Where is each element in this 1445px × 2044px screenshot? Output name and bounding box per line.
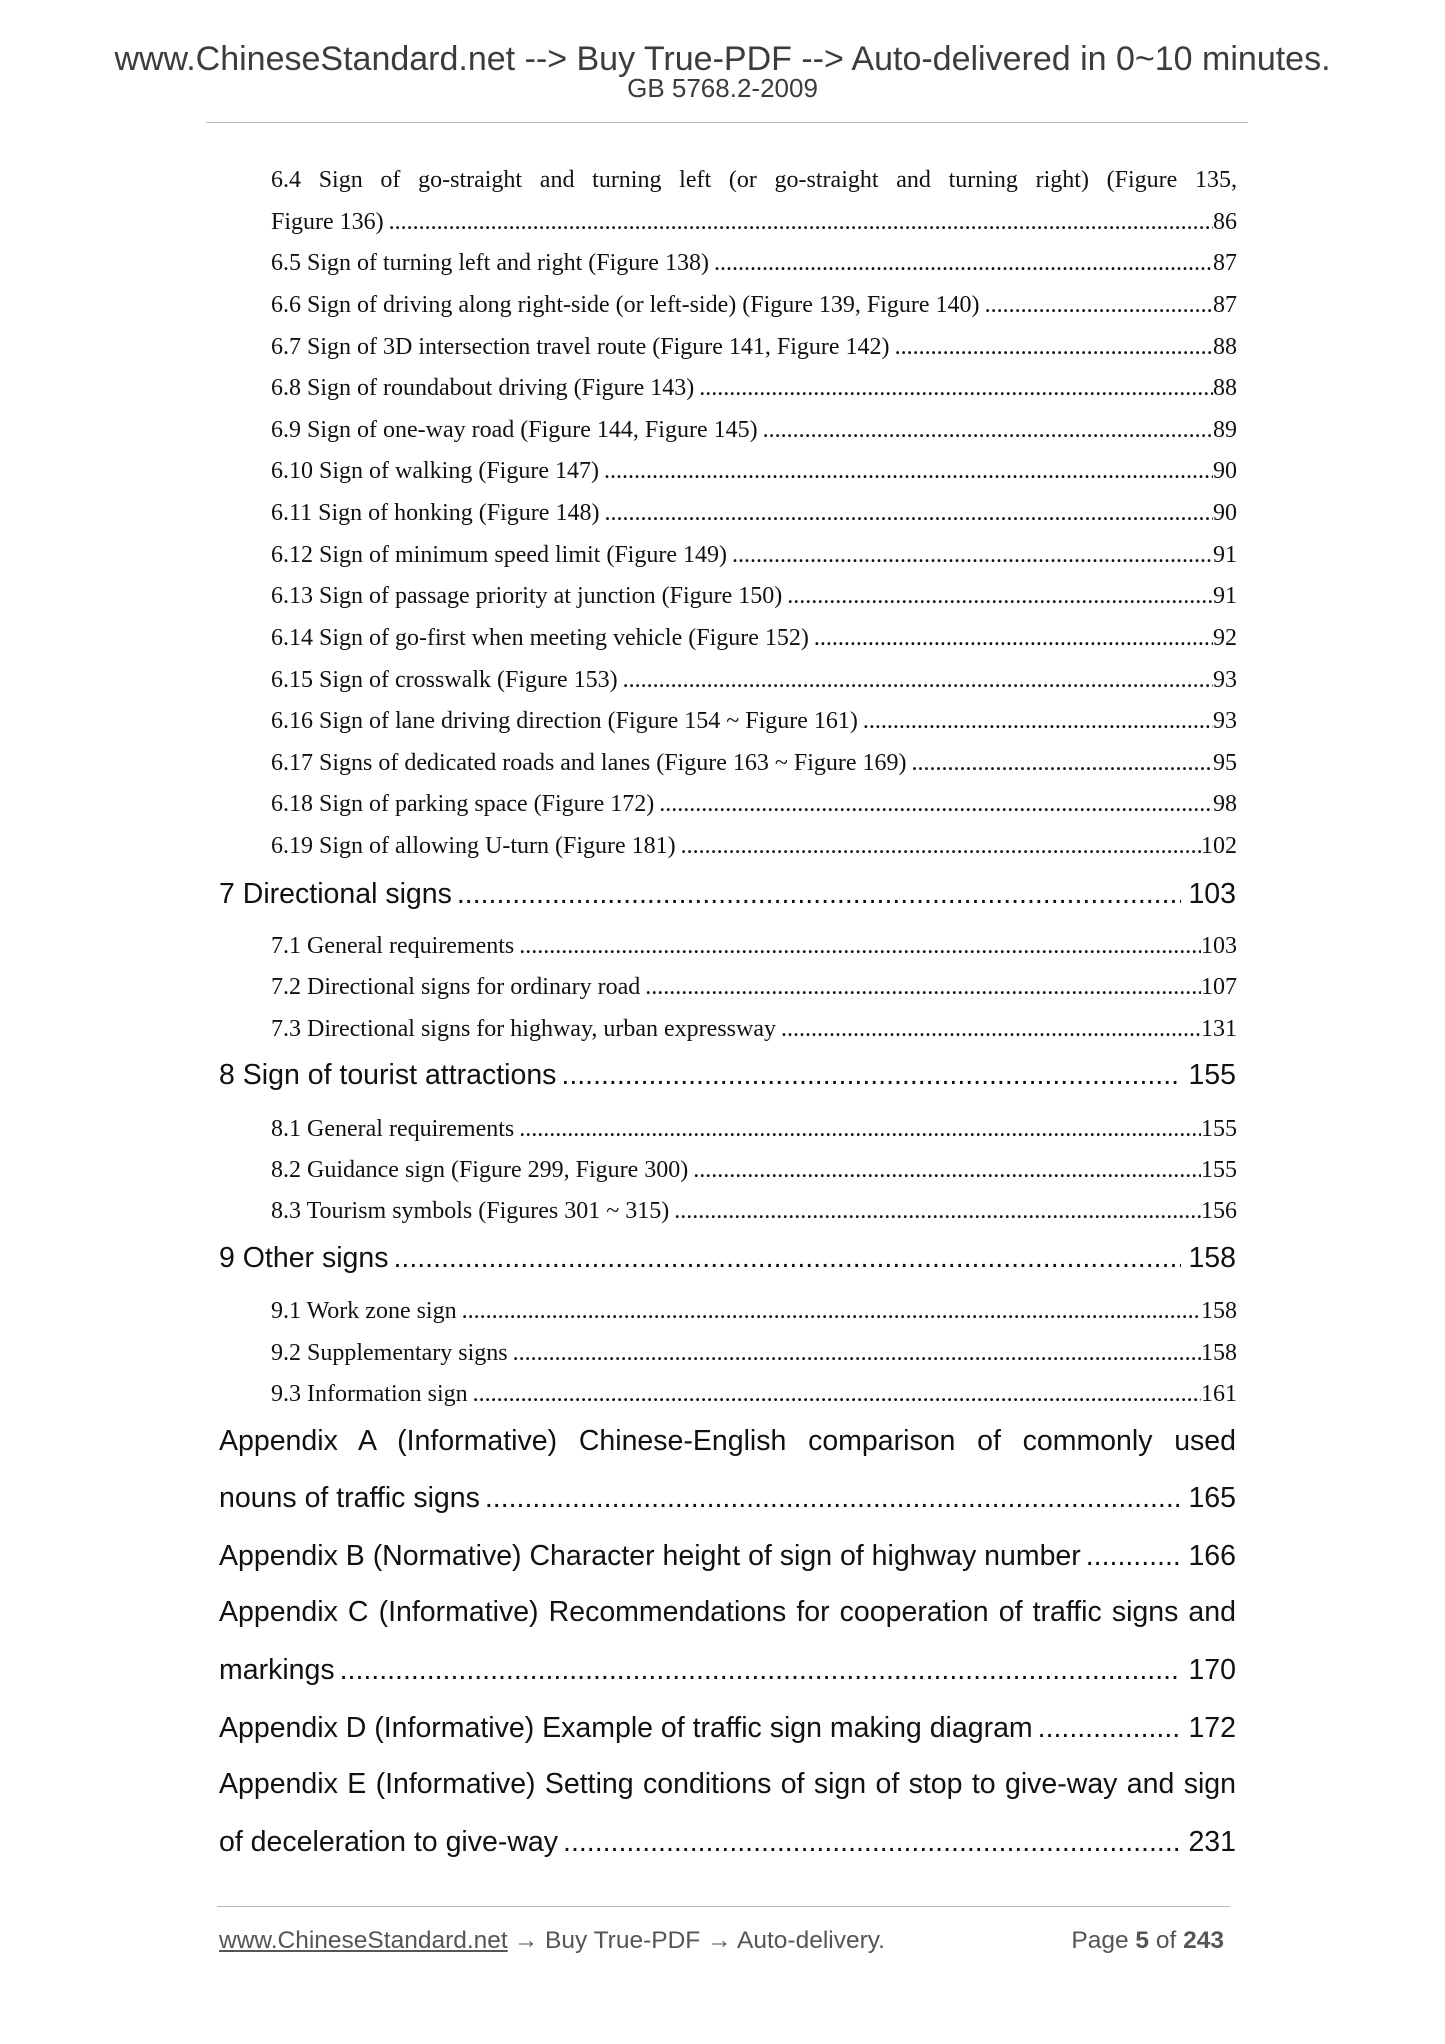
toc-chapter-title: 9 Other signs [219, 1242, 389, 1274]
toc-page-number: 165 [1188, 1482, 1236, 1514]
toc-appendix-title: nouns of traffic signs [219, 1482, 480, 1514]
dot-leader [912, 743, 1213, 783]
toc-entry-8-1 [271, 1109, 1237, 1149]
toc-entry-label: 6.6 Sign of driving along right-side (or left-side) (Figure 139, Figure 140) [271, 292, 980, 318]
dot-leader [781, 1009, 1201, 1049]
page-indicator [1071, 1926, 1224, 1956]
toc-page-number: 98 [1213, 791, 1237, 817]
dot-leader [1038, 1708, 1182, 1748]
toc-appendix-b [219, 1536, 1236, 1576]
toc-appendix-title: markings [219, 1654, 335, 1686]
toc-page-number: 86 [1213, 209, 1237, 235]
dot-leader [340, 1650, 1182, 1690]
toc-appendix-d [219, 1708, 1236, 1748]
current-page-number: 5 [1135, 1927, 1150, 1954]
toc-entry-9-1 [271, 1291, 1237, 1331]
toc-entry-label: 6.15 Sign of crosswalk (Figure 153) [271, 667, 618, 693]
of-word: of [1155, 1927, 1177, 1954]
toc-entry-6-5 [271, 243, 1237, 283]
dot-leader [604, 451, 1213, 491]
toc-page-number: 172 [1188, 1712, 1236, 1744]
dot-leader [485, 1478, 1182, 1518]
toc-entry-label: 9.2 Supplementary signs [271, 1340, 508, 1366]
toc-entry-6-13 [271, 576, 1237, 616]
toc-chapter-7 [219, 874, 1236, 914]
toc-entry-6-18 [271, 784, 1237, 824]
toc-page-number: 155 [1201, 1157, 1237, 1183]
dot-leader [513, 1333, 1201, 1373]
toc-page-number: 88 [1213, 375, 1237, 401]
toc-entry-label: 6.14 Sign of go-first when meeting vehicle (Figure 152) [271, 625, 809, 651]
dot-leader [645, 967, 1201, 1007]
dot-leader [814, 618, 1213, 658]
toc-appendix-c [219, 1650, 1236, 1690]
dot-leader [561, 1055, 1181, 1095]
toc-page-number: 87 [1213, 250, 1237, 276]
footer-promo-text: → Buy True-PDF → Auto-delivery. [513, 1927, 885, 1954]
dot-leader [519, 926, 1201, 966]
toc-page-number: 107 [1201, 974, 1237, 1000]
dot-leader [732, 535, 1213, 575]
standard-code: GB 5768.2-2009 [627, 73, 818, 103]
toc-page-number: 166 [1188, 1540, 1236, 1572]
toc-page-number: 158 [1201, 1340, 1237, 1366]
toc-appendix-c-line1: Appendix C (Informative) Recommendations for cooperation of traffic signs and [219, 1596, 1236, 1628]
dot-leader [389, 202, 1213, 242]
toc-entry-label: 6.8 Sign of roundabout driving (Figure 143) [271, 375, 695, 401]
dot-leader [623, 660, 1213, 700]
toc-entry-6-4 [271, 202, 1237, 242]
footer-promo [219, 1926, 885, 1956]
toc-appendix-title: of deceleration to give-way [219, 1826, 559, 1858]
toc-page-number: 92 [1213, 625, 1237, 651]
toc-page-number: 95 [1213, 750, 1237, 776]
toc-appendix-title: Appendix D (Informative) Example of traffic sign making diagram [219, 1712, 1033, 1744]
toc-entry-6-14 [271, 618, 1237, 658]
toc-entry-6-10 [271, 451, 1237, 491]
toc-entry-6-12 [271, 535, 1237, 575]
toc-appendix-e-line1: Appendix E (Informative) Setting conditions of sign of stop to give-way and sign [219, 1768, 1236, 1800]
toc-page-number: 158 [1188, 1242, 1236, 1274]
dot-leader [863, 701, 1213, 741]
dot-leader [604, 493, 1213, 533]
toc-entry-label: 6.5 Sign of turning left and right (Figure 138) [271, 250, 709, 276]
toc-entry-label: 7.3 Directional signs for highway, urban expressway [271, 1016, 776, 1042]
dot-leader [519, 1109, 1201, 1149]
dot-leader [763, 410, 1213, 450]
toc-page-number: 103 [1188, 878, 1236, 910]
toc-chapter-9 [219, 1238, 1236, 1278]
dot-leader [659, 784, 1213, 824]
toc-page-number: 170 [1188, 1654, 1236, 1686]
toc-page-number: 158 [1201, 1298, 1237, 1324]
toc-entry-8-3 [271, 1191, 1237, 1231]
dot-leader [787, 576, 1213, 616]
toc-entry-label: 7.2 Directional signs for ordinary road [271, 974, 641, 1000]
toc-entry-6-6 [271, 285, 1237, 325]
dot-leader [693, 1150, 1201, 1190]
toc-appendix-a [219, 1478, 1236, 1518]
toc-page-number: 156 [1201, 1198, 1237, 1224]
toc-chapter-8 [219, 1055, 1236, 1095]
toc-page-number: 103 [1201, 933, 1237, 959]
toc-entry-9-3 [271, 1374, 1237, 1414]
dot-leader [1086, 1536, 1182, 1576]
header-site-banner: www.ChineseStandard.net --> Buy True-PDF --> Auto-delivered in 0~10 minutes. [114, 40, 1331, 78]
dot-leader [394, 1238, 1182, 1278]
toc-entry-label: 6.7 Sign of 3D intersection travel route (Figure 141, Figure 142) [271, 334, 890, 360]
toc-entry-label: 6.10 Sign of walking (Figure 147) [271, 458, 599, 484]
toc-entry-7-1 [271, 926, 1237, 966]
dot-leader [457, 874, 1182, 914]
toc-page-number: 91 [1213, 542, 1237, 568]
toc-entry-label: 6.18 Sign of parking space (Figure 172) [271, 791, 655, 817]
dot-leader [699, 368, 1213, 408]
toc-page-number: 91 [1213, 583, 1237, 609]
toc-page-number: 161 [1201, 1381, 1237, 1407]
dot-leader [462, 1291, 1201, 1331]
toc-page-number: 88 [1213, 334, 1237, 360]
dot-leader [895, 327, 1213, 367]
footer-divider [217, 1906, 1230, 1907]
toc-page-number: 89 [1213, 417, 1237, 443]
toc-entry-label: 6.19 Sign of allowing U-turn (Figure 181) [271, 833, 676, 859]
toc-page-number: 231 [1188, 1826, 1236, 1858]
toc-entry-6-15 [271, 660, 1237, 700]
toc-page-number: 87 [1213, 292, 1237, 318]
header-divider [206, 122, 1248, 123]
page-word: Page [1071, 1927, 1129, 1954]
toc-entry-6-11 [271, 493, 1237, 533]
toc-entry-6-7 [271, 327, 1237, 367]
total-pages-number: 243 [1183, 1927, 1224, 1954]
dot-leader [674, 1191, 1201, 1231]
toc-entry-9-2 [271, 1333, 1237, 1373]
dot-leader [985, 285, 1213, 325]
dot-leader [563, 1822, 1181, 1862]
toc-entry-label: 6.16 Sign of lane driving direction (Figure 154 ~ Figure 161) [271, 708, 858, 734]
toc-entry-6-8 [271, 368, 1237, 408]
toc-entry-label: 6.11 Sign of honking (Figure 148) [271, 500, 600, 526]
toc-entry-label: 8.3 Tourism symbols (Figures 301 ~ 315) [271, 1198, 670, 1224]
toc-entry-8-2 [271, 1150, 1237, 1190]
toc-entry-7-3 [271, 1009, 1237, 1049]
dot-leader [681, 826, 1201, 866]
toc-entry-label: 6.9 Sign of one-way road (Figure 144, Figure 145) [271, 417, 758, 443]
toc-chapter-title: 7 Directional signs [219, 878, 452, 910]
toc-entry-6-19 [271, 826, 1237, 866]
toc-chapter-title: 8 Sign of tourist attractions [219, 1059, 557, 1091]
toc-page-number: 90 [1213, 458, 1237, 484]
toc-entry-label: 8.1 General requirements [271, 1116, 515, 1142]
toc-entry-6-9 [271, 410, 1237, 450]
toc-page-number: 102 [1201, 833, 1237, 859]
toc-page-number: 93 [1213, 667, 1237, 693]
toc-entry-label: Figure 136) [271, 209, 384, 235]
toc-entry-label: 6.12 Sign of minimum speed limit (Figure 149) [271, 542, 727, 568]
toc-page-number: 93 [1213, 708, 1237, 734]
dot-leader [714, 243, 1213, 283]
toc-entry-6-4-line1: 6.4 Sign of go-straight and turning left (or go-straight and turning right) (Figure 135, [271, 167, 1237, 193]
toc-page-number: 131 [1201, 1016, 1237, 1042]
toc-entry-label: 6.17 Signs of dedicated roads and lanes (Figure 163 ~ Figure 169) [271, 750, 907, 776]
footer-site-link[interactable]: www.ChineseStandard.net [219, 1927, 508, 1954]
toc-appendix-e [219, 1822, 1236, 1862]
toc-page-number: 155 [1201, 1116, 1237, 1142]
toc-entry-label: 6.13 Sign of passage priority at junction (Figure 150) [271, 583, 783, 609]
toc-appendix-title: Appendix B (Normative) Character height of sign of highway number [219, 1540, 1081, 1572]
toc-entry-6-16 [271, 701, 1237, 741]
toc-entry-6-17 [271, 743, 1237, 783]
toc-entry-label: 8.2 Guidance sign (Figure 299, Figure 300) [271, 1157, 689, 1183]
toc-page-number: 90 [1213, 500, 1237, 526]
toc-entry-7-2 [271, 967, 1237, 1007]
toc-entry-label: 7.1 General requirements [271, 933, 515, 959]
toc-entry-label: 9.1 Work zone sign [271, 1298, 457, 1324]
toc-entry-label: 9.3 Information sign [271, 1381, 468, 1407]
toc-page-number: 155 [1188, 1059, 1236, 1091]
toc-appendix-a-line1: Appendix A (Informative) Chinese-English comparison of commonly used [219, 1425, 1236, 1457]
dot-leader [473, 1374, 1201, 1414]
